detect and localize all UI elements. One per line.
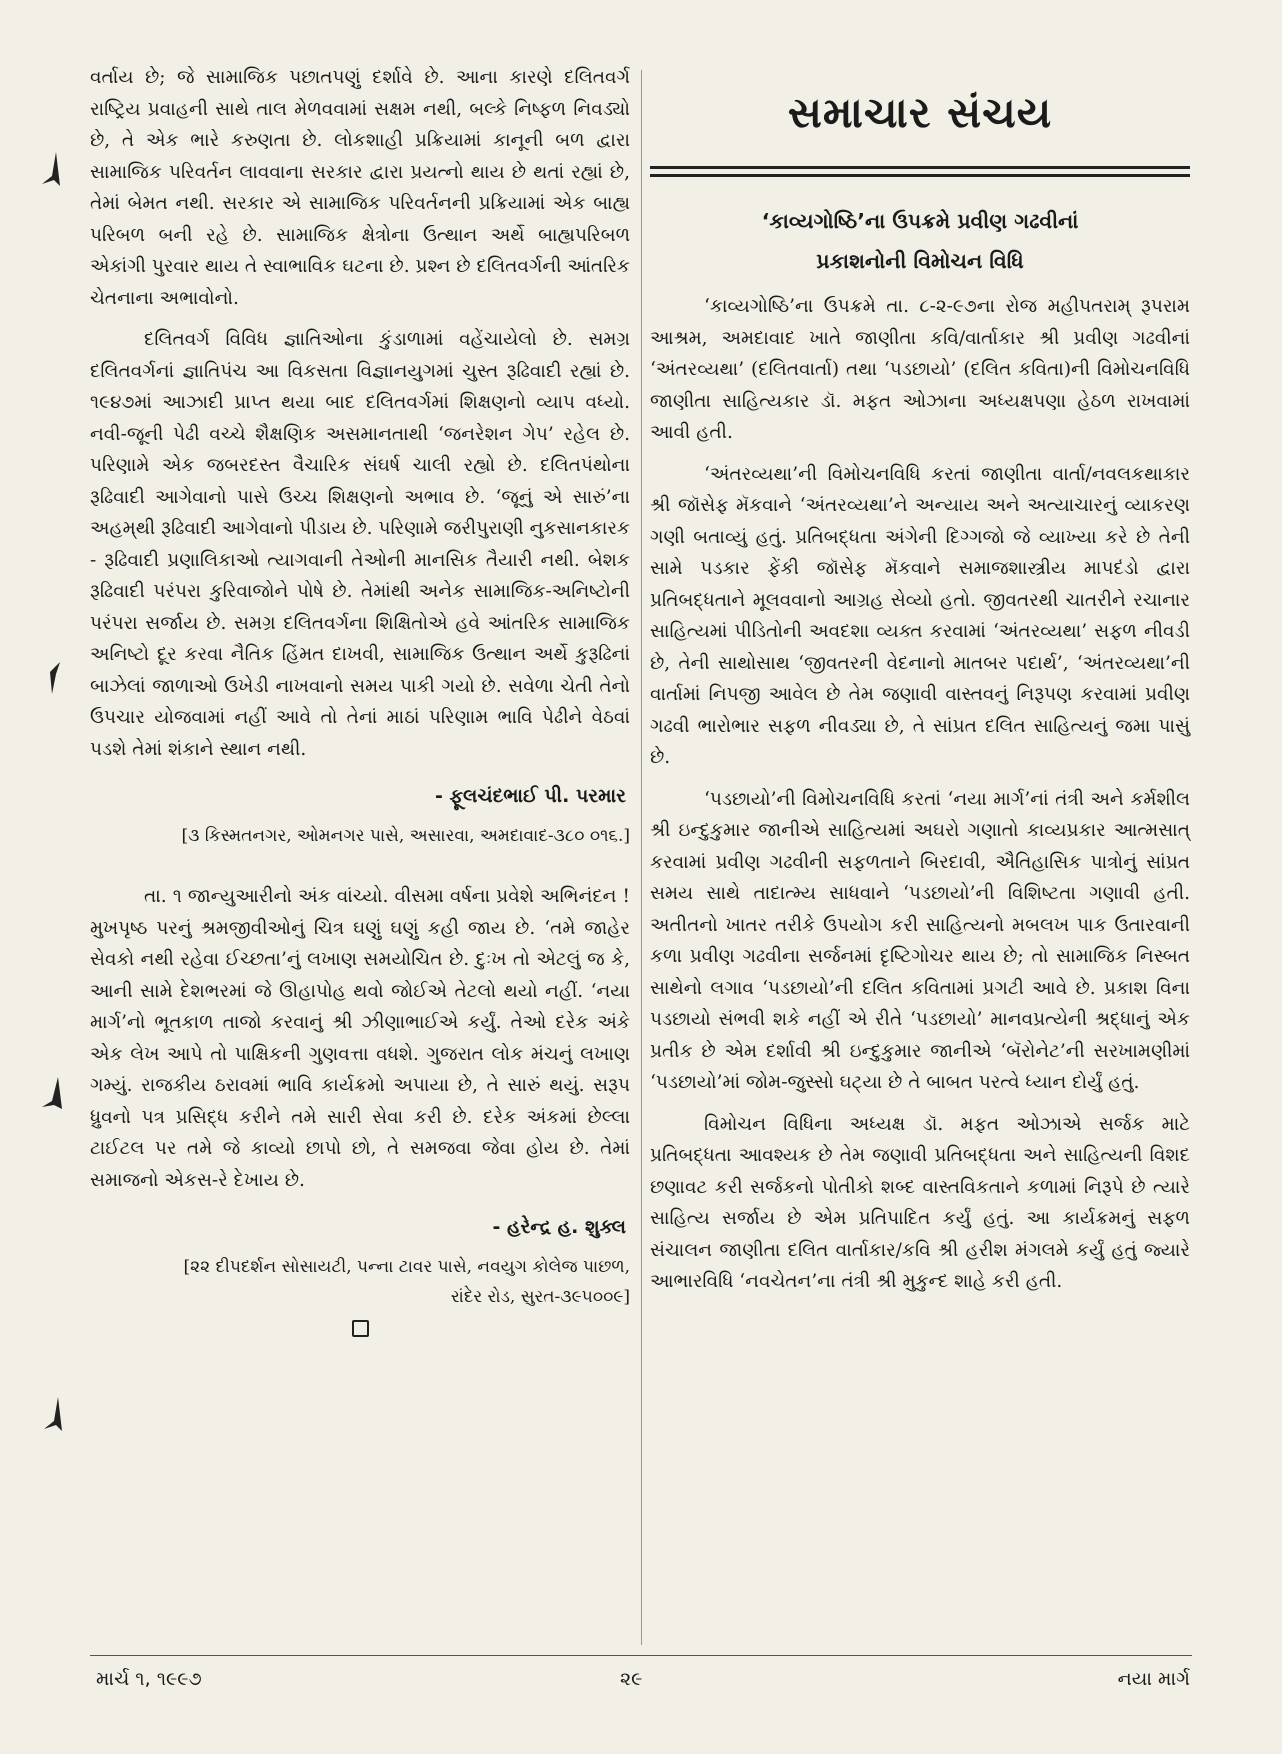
margin-tick-icon <box>38 1075 68 1115</box>
letter1-address: [૩ કિસ્મતનગર, ઓમનગર પાસે, અસારવા, અમદાવાદ-૩૮૦ ૦૧૬.] <box>181 826 630 846</box>
column-divider <box>641 70 642 1645</box>
letter2-author: - હરેન્દ્ર હ. શુક્લ <box>492 1216 626 1238</box>
footer-date: માર્ચ ૧, ૧૯૯૭ <box>96 1668 202 1690</box>
letter1-author: - ફૂલચંદભાઈ પી. પરમાર <box>434 785 626 807</box>
heading-rule-top <box>650 166 1190 169</box>
news-column <box>650 62 1190 1308</box>
letters-column <box>90 62 630 1337</box>
letter2-address: [૨૨ દીપદર્શન સોસાયટી, પન્ના ટાવર પાસે, નવયુગ કોલેજ પાછળ, રાંદેર રોડ, સુરત-૩૯૫૦૦૯] <box>183 1257 630 1307</box>
margin-tick-icon <box>38 1395 68 1435</box>
article-paragraph-4: વિમોચન વિધિના અધ્યક્ષ ડૉ. મફત ઓઝાએ સર્જક માટે પ્રતિબદ્ધતા આવશ્યક છે તેમ જણાવી પ્રતિબદ્ધતા અને સાહિત્યની વિશદ છણાવટ કરી સર્જકનો પોતીકો શબ્દ વાસ્તવિકતાને કળામાં નિરૂપે છે ત્યારે સાહિત્ય સર્જાય છે એમ પ્રતિપાદિત કર્યું હતું. આ કાર્યક્રમનું સફળ સંચાલન જાણીતા દલિત વાર્તાકાર/કવિ શ્રી હરીશ મંગલમે કર્યું હતું જ્યારે આભારવિધિ ‘નવચેતન’ના તંત્રી શ્રી મુકુન્દ શાહે કરી હતી. <box>650 1113 1190 1292</box>
footer-rule <box>90 1655 1192 1656</box>
footer-publication: નયા માર્ગ <box>1117 1668 1190 1690</box>
article-paragraph-2: ‘અંતરવ્યથા’ની વિમોચનવિધિ કરતાં જાણીતા વાર્તા/નવલકથાકાર શ્રી જૉસેફ મૅકવાને ‘અંતરવ્યથા’ને અન્યાય અને અત્યાચારનું વ્યાકરણ ગણી બતાવ્યું હતું. પ્રતિબદ્ધતા અંગેની દિગ્ગજો જે વ્યાખ્યા કરે છે તેની સામે પડકાર ફેંકી જૉસેફ મૅકવાને સમાજશાસ્ત્રીય માપદંડો દ્વારા પ્રતિબદ્ધતાને મૂલવવાનો આગ્રહ સેવ્યો હતો. જીવતરથી ચાતરીને રચાનાર સાહિત્યમાં પીડિતોની અવદશા વ્યક્ત કરવામાં ‘અંતરવ્યથા’ સફળ નીવડી છે, તેની સાથોસાથ ‘જીવતરની વેદનાનો માતબર પદાર્થ’, ‘અંતરવ્યથા’ની વાર્તામાં નિપજી આવેલ છે તેમ જણાવી વાસ્તવનું નિરૂપણ કરવામાં પ્રવીણ ગઢવી ભારોભાર સફળ નીવડ્યા છે, તે સાંપ્રત દલિત સાહિત્યનું જમા પાસું છે. <box>650 463 1190 768</box>
article-title-line-2: પ્રકાશનોની વિમોચન વિધિ <box>816 249 1024 273</box>
letter1-paragraph-1: વર્તાય છે; જે સામાજિક પછાતપણું દર્શાવે છે. આના કારણે દલિતવર્ગ રાષ્ટ્રિય પ્રવાહની સાથે તાલ મેળવવામાં સક્ષમ નથી, બલ્કે નિષ્ફળ નિવડ્યો છે, તે એક ભારે કરુણતા છે. લોકશાહી પ્રક્રિયામાં કાનૂની બળ દ્વારા સામાજિક પરિવર્તન લાવવાના સરકાર દ્વારા પ્રયત્નો થાય છે થતાં રહ્યાં છે, તેમાં બેમત નથી. સરકાર એ સામાજિક પરિવર્તનની પ્રક્રિયામાં એક બાહ્ય પરિબળ બની રહે છે. સામાજિક ક્ષેત્રોના ઉત્થાન અર્થે બાહ્યપરિબળ એકાંગી પુરવાર થાય તે સ્વાભાવિક ઘટના છે. પ્રશ્ન છે દલિતવર્ગની આંતરિક ચેતનાના અભાવોનો. <box>90 67 630 309</box>
article-paragraph-3: ‘પડછાયો’ની વિમોચનવિધિ કરતાં ‘નયા માર્ગ’નાં તંત્રી અને કર્મશીલ શ્રી ઇન્દુકુમાર જાનીએ સાહિત્યમાં અઘરો ગણાતો કાવ્યપ્રકાર આત્મસાત્‌ કરવામાં પ્રવીણ ગઢવીની સફળતાને બિરદાવી, ઐતિહાસિક પાત્રોનું સાંપ્રત સમય સાથે તાદાત્મ્ય સાધવાને ‘પડછાયો’ની વિશિષ્ટતા ગણાવી હતી. અતીતનો ખાતર તરીકે ઉપયોગ કરી સાહિત્યનો મબલખ પાક ઉતારવાની કળા પ્રવીણ ગઢવીના સર્જનમાં દૃષ્ટિગોચર થાય છે; તો સામાજિક નિસ્બત સાથેનો લગાવ ‘પડછાયો’ની દલિત કવિતામાં પ્રગટી આવે છે. પ્રકાશ વિના પડછાયો સંભવી શકે નહીં એ રીતે ‘પડછાયો’ માનવપ્રત્યેની શ્રદ્ધાનું એક પ્રતીક છે એમ દર્શાવી શ્રી ઇન્દુકુમાર જાનીએ ‘બૅરોનેટ’ની સરખામણીમાં ‘પડછાયો’માં જોમ-જુસ્સો ઘટ્યા છે તે બાબત પરત્વે ધ્યાન દોર્યું હતું. <box>650 788 1190 1093</box>
margin-tick-icon <box>38 150 68 190</box>
section-heading: સમાચાર સંચય <box>787 88 1053 137</box>
article-paragraph-1: ‘કાવ્યગોષ્ઠિ’ના ઉપક્રમે તા. ૮-૨-૯૭ના રોજ મહીપતરામ્‌ રૂપરામ આશ્રમ, અમદાવાદ ખાતે જાણીતા કવિ/વાર્તાકાર શ્રી પ્રવીણ ગઢવીનાં ‘અંતરવ્યથા’ (દલિતવાર્તા) તથા ‘પડછાયો’ (દલિત કવિતા)ની વિમોચનવિધિ જાણીતા સાહિત્યકાર ડૉ. મફત ઓઝાના અધ્યક્ષપણા હેઠળ રાખવામાં આવી હતી. <box>650 296 1190 443</box>
end-mark-icon <box>352 1320 369 1337</box>
heading-rule-bottom <box>650 174 1190 177</box>
article-title-line-1: ‘કાવ્યગોષ્ઠિ’ના ઉપક્રમે પ્રવીણ ગઢવીનાં <box>761 209 1079 233</box>
footer-page-number: ૨૯ <box>620 1668 643 1690</box>
letter1-paragraph-2: દલિતવર્ગ વિવિધ જ્ઞાતિઓના કુંડાળામાં વહેંચાયેલો છે. સમગ્ર દલિતવર્ગનાં જ્ઞાતિપંચ આ વિકસતા વિજ્ઞાનયુગમાં ચુસ્ત રૂઢિવાદી રહ્યાં છે. ૧૯૪૭માં આઝાદી પ્રાપ્ત થયા બાદ દલિતવર્ગમાં શિક્ષણનો વ્યાપ વધ્યો. નવી-જૂની પેઢી વચ્ચે શૈક્ષણિક અસમાનતાથી ‘જનરેશન ગેપ’ રહેલ છે. પરિણામે એક જબરદસ્ત વૈચારિક સંઘર્ષ ચાલી રહ્યો છે. દલિતપંથોના રૂઢિવાદી આગેવાનો પાસે ઉચ્ચ શિક્ષણનો અભાવ છે. ‘જૂનું એ સારું’ના અહમ્‌થી રૂઢિવાદી આગેવાનો પીડાય છે. પરિણામે જરીપુરાણી નુકસાનકારક - રૂઢિવાદી પ્રણાલિકાઓ ત્યાગવાની તેઓની માનસિક તૈયારી નથી. બેશક રૂઢિવાદી પરંપરા કુરિવાજોને પોષે છે. તેમાંથી અનેક સામાજિક-અનિષ્ટોની પરંપરા સર્જાય છે. સમગ્ર દલિતવર્ગના શિક્ષિતોએ હવે આંતરિક સામાજિક અનિષ્ટો દૂર કરવા નૈતિક હિંમત દાખવી, સામાજિક ઉત્થાન અર્થે કુરૂઢિનાં બાઝેલાં જાળાઓ ઉખેડી નાખવાનો સમય પાકી ગયો છે. સવેળા ચેતી તેનો ઉપચાર યોજવામાં નહીં આવે તો તેનાં માઠાં પરિણામ ભાવિ પેઢીને વેઠવાં પડશે તેમાં શંકાને સ્થાન નથી. <box>90 329 630 760</box>
margin-tick-icon <box>38 660 68 700</box>
letter2-paragraph-1: તા. ૧ જાન્યુઆરીનો અંક વાંચ્યો. વીસમા વર્ષના પ્રવેશે અભિનંદન ! મુખપૃષ્ઠ પરનું શ્રમજીવીઓનું ચિત્ર ઘણું ઘણું કહી જાય છે. ‘તમે જાહેર સેવકો નથી રહેવા ઈચ્છતા’નું લખાણ સમયોચિત છે. દુઃખ તો એટલું જ કે, આની સામે દેશભરમાં જે ઊહાપોહ થવો જોઈએ તેટલો થયો નહીં. ‘નયા માર્ગ’નો ભૂતકાળ તાજો કરવાનું શ્રી ઝીણાભાઈએ કર્યું. તેઓ દરેક અંકે એક લેખ આપે તો પાક્ષિકની ગુણવત્તા વધશે. ગુજરાત લોક મંચનું લખાણ ગમ્યું. રાજકીય ઠરાવમાં ભાવિ કાર્યક્રમો અપાયા છે, તે સારું થયું. સરૂપ ધ્રુવનો પત્ર પ્રસિદ્ધ કરીને તમે સારી સેવા કરી છે. દરેક અંકમાં છેલ્લા ટાઈટલ પર તમે જે કાવ્યો છાપો છો, તે સમજવા જેવા હોય છે. તેમાં સમાજનો એકસ-રે દેખાય છે. <box>90 886 630 1191</box>
